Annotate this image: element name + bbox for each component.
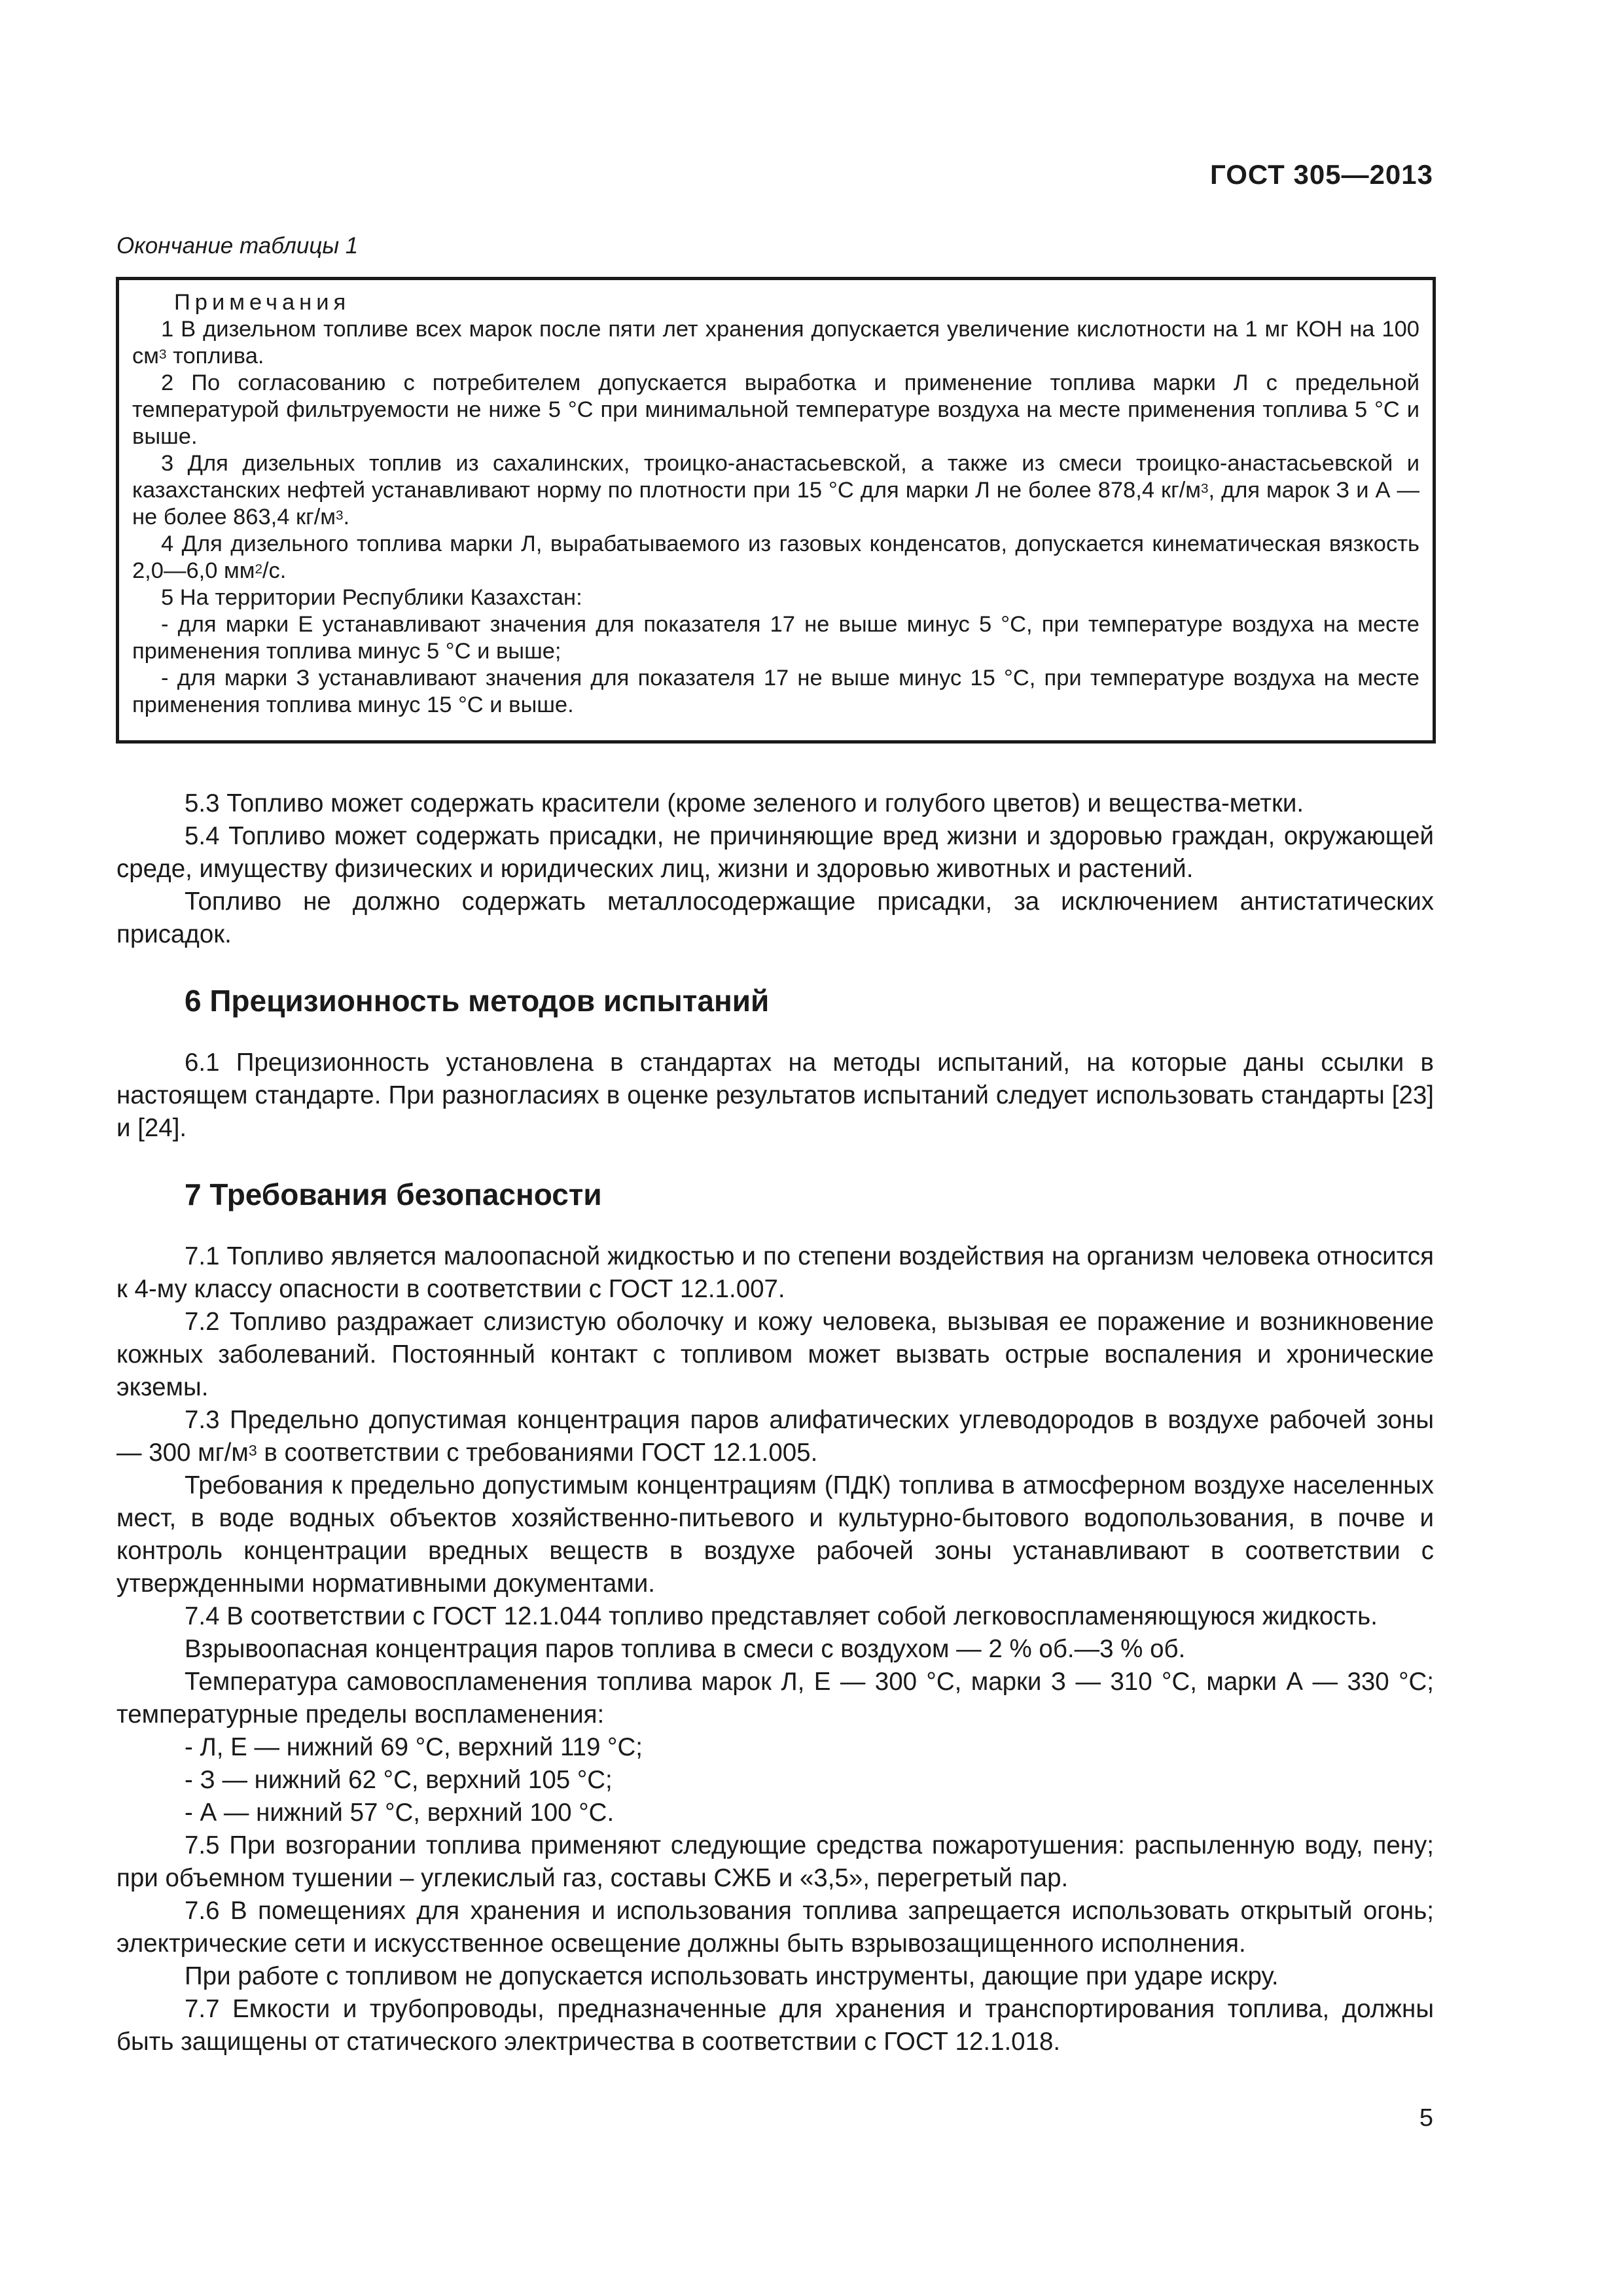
section-7-heading: 7 Требования безопасности	[185, 1177, 602, 1211]
paragraph-6-1: 6.1 Прецизионность установлена в стандартах на методы испытаний, на которые даны ссылки в настоящем стандарте. При разногласиях в оценке результатов испытаний следует использовать стандарты [23] и [24].	[116, 1049, 1434, 1142]
page-number: 5	[1419, 2104, 1433, 2132]
note-5: 5 На территории Республики Казахстан:	[161, 585, 582, 610]
note-1: 1 В дизельном топливе всех марок после пяти лет хранения допускается увеличение кислотности на 1 мг КОН на 100 $см^3$ топлива.	[132, 317, 1419, 368]
paragraph-5-4: 5.4 Топливо может содержать присадки, не причиняющие вред жизни и здоровью граждан, окружающей среде, имуществу физических и юридических лиц, жизни и здоровью животных и растений.	[116, 822, 1434, 883]
note-2: 2 По согласованию с потребителем допускается выработка и применение топлива марки Л с предельной температурой фильтруемости не ниже 5 °С при минимальной температуре воздуха на месте применения топлива 5 °С и выше.	[132, 370, 1419, 449]
note-5-item-z: - для марки З устанавливают значения для показателя 17 не выше минус 15 °С, при температуре воздуха на месте применения топлива минус 15 °С и выше.	[132, 666, 1419, 717]
section-6-heading: 6 Прецизионность методов испытаний	[185, 984, 770, 1018]
paragraph-7-4-explosive-concentration: Взрывоопасная концентрация паров топлива в смеси с воздухом — 2 % об.—3 % об.	[185, 1635, 1186, 1663]
document-body	[116, 787, 1434, 2058]
paragraph-7-3-pdk: Требования к предельно допустимым концентрациям (ПДК) топлива в атмосферном воздухе населенных мест, в воде водных объектов хозяйственно-питьевого и культурно-бытового водопользования, в почве и контроль концентрации вредных веществ в воздухе рабочей зоны устанавливают в соответствии с утвержденными нормативными документами.	[116, 1471, 1434, 1598]
table-continuation-caption: Окончание таблицы 1	[116, 233, 359, 259]
notes-heading: Примечания	[174, 290, 351, 315]
note-4: 4 Для дизельного топлива марки Л, вырабатываемого из газовых конденсатов, допускается кинематическая вязкость 2,0—6,0 $мм^2/с$.	[132, 531, 1419, 583]
table-notes-box	[116, 277, 1436, 744]
paragraph-7-4-autoignition: Температура самовоспламенения топлива марок Л, Е — 300 °С, марки З — 310 °С, марки А — 330 °С; температурные пределы воспламенения:	[116, 1668, 1434, 1729]
note-3: 3 Для дизельных топлив из сахалинских, троицко-анастасьевской, а также из смеси троицко-анастасьевской и казахстанских нефтей устанавливают норму по плотности при 15 °С для марки Л не более 878,4 $кг/м^3$, для марок З и А — не более 863,4 $кг/м^3$.	[132, 451, 1419, 529]
paragraph-7-7: 7.7 Емкости и трубопроводы, предназначенные для хранения и транспортирования топлива, должны быть защищены от статического электричества в соответствии с ГОСТ 12.1.018.	[116, 1995, 1434, 2056]
paragraph-7-2: 7.2 Топливо раздражает слизистую оболочку и кожу человека, вызывая ее поражение и возникновение кожных заболеваний. Постоянный контакт с топливом может вызвать острые воспаления и хронические экземы.	[116, 1308, 1434, 1401]
paragraph-7-4: 7.4 В соответствии с ГОСТ 12.1.044 топливо представляет собой легковоспламеняющуюся жидкость.	[185, 1602, 1378, 1630]
paragraph-7-6: 7.6 В помещениях для хранения и использования топлива запрещается использовать открытый огонь; электрические сети и искусственное освещение должны быть взрывозащищенного исполнения.	[116, 1897, 1434, 1958]
paragraph-7-6-tools: При работе с топливом не допускается использовать инструменты, дающие при ударе искру.	[185, 1962, 1279, 1990]
document-code: ГОСТ 305—2013	[1209, 159, 1433, 190]
note-5-item-e: - для марки Е устанавливают значения для показателя 17 не выше минус 5 °С, при температуре воздуха на месте применения топлива минус 5 °С и выше;	[132, 612, 1419, 664]
list-item-l-e: - Л, Е — нижний 69 °С, верхний 119 °С;	[185, 1733, 643, 1761]
list-item-z: - З — нижний 62 °С, верхний 105 °С;	[185, 1766, 613, 1794]
paragraph-7-5: 7.5 При возгорании топлива применяют следующие средства пожаротушения: распыленную воду, пену; при объемном тушении – углекислый газ, составы СЖБ и «3,5», перегретый пар.	[116, 1831, 1434, 1892]
paragraph-5-4-additive-restriction: Топливо не должно содержать металлосодержащие присадки, за исключением антистатических присадок.	[116, 888, 1434, 948]
list-item-a: - А — нижний 57 °С, верхний 100 °С.	[185, 1799, 615, 1827]
paragraph-5-3: 5.3 Топливо может содержать красители (кроме зеленого и голубого цветов) и вещества-метки.	[185, 789, 1304, 817]
paragraph-7-1: 7.1 Топливо является малоопасной жидкостью и по степени воздействия на организм человека относится к 4-му классу опасности в соответствии с ГОСТ 12.1.007.	[116, 1242, 1434, 1303]
paragraph-7-3: 7.3 Предельно допустимая концентрация паров алифатических углеводородов в воздухе рабочей зоны — 300 $мг/м^3$ в соответствии с требованиями ГОСТ 12.1.005.	[116, 1406, 1434, 1467]
